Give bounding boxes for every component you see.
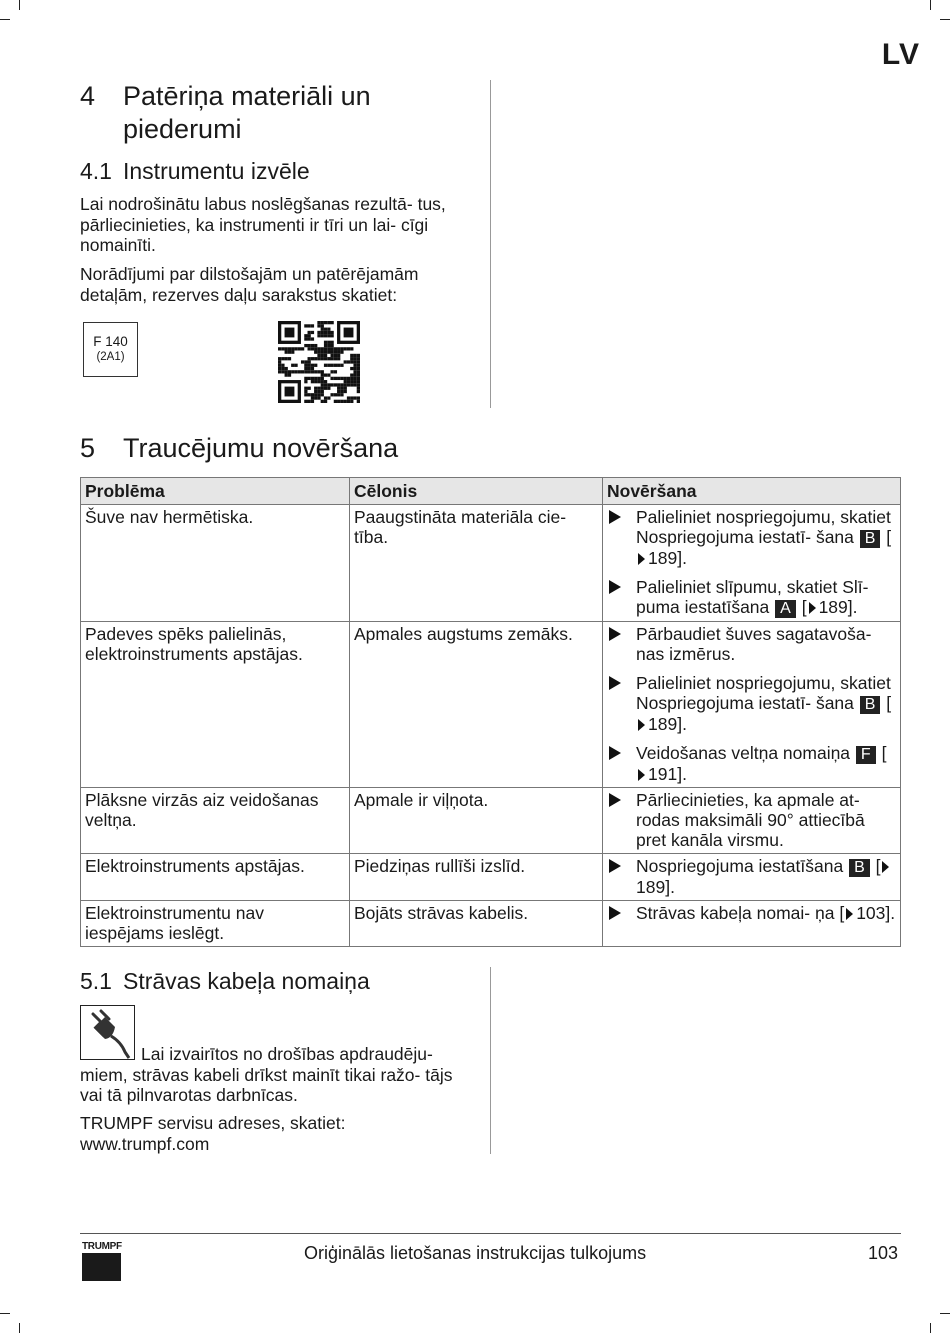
remedy-text-main: Palieliniet nospriegojumu, skatiet Nospriegojuma iestatī- šana	[636, 507, 891, 547]
crop-mark	[0, 1313, 10, 1314]
remedy-step	[607, 624, 896, 664]
problem-cell: Padeves spēks palielinās, elektroinstruments apstājas.	[81, 622, 350, 788]
remedy-cell	[603, 505, 901, 622]
bullet-triangle-icon	[609, 627, 621, 641]
column-header: Cēlonis	[350, 478, 603, 505]
crop-mark	[19, 1323, 20, 1333]
crop-mark	[19, 0, 20, 10]
reference-close: ].	[677, 714, 687, 734]
section-5-heading	[80, 432, 680, 465]
remedy-step	[607, 903, 896, 923]
page-pointer-icon	[638, 719, 645, 731]
table-row	[81, 854, 901, 901]
page-reference[interactable]: 189	[648, 714, 678, 734]
page-reference[interactable]: 191	[648, 764, 678, 784]
remedy-text-main: Veidošanas veltņa nomaiņa	[636, 743, 855, 763]
remedy-step	[607, 790, 896, 850]
cause-cell: Paaugstināta materiāla cie- tība.	[350, 505, 603, 622]
bullet-triangle-icon	[609, 793, 621, 807]
subsection-number: 5.1	[80, 968, 112, 994]
crop-mark	[930, 0, 931, 10]
reference-code: F 140	[93, 334, 128, 349]
page-pointer-icon	[882, 861, 889, 873]
cause-cell: Apmale ir viļņota.	[350, 788, 603, 854]
cause-cell: Piedziņas rullīši izslīd.	[350, 854, 603, 901]
page-pointer-icon	[846, 908, 853, 920]
problem-cell: Plāksne virzās aiz veidošanas veltņa.	[81, 788, 350, 854]
qr-code-icon	[278, 321, 360, 403]
page-reference[interactable]: 103	[856, 903, 886, 923]
figure-key-badge: B	[860, 530, 881, 548]
remedy-text	[636, 624, 896, 664]
bullet-triangle-icon	[609, 859, 621, 873]
reference-close: ].	[677, 764, 687, 784]
remedy-text: Nospriegojuma iestatīšana B [189].	[636, 856, 896, 897]
column-divider	[490, 80, 491, 408]
problem-cell: Elektroinstrumentu nav iespējams ieslēgt.	[81, 901, 350, 947]
bullet-triangle-icon	[609, 676, 621, 690]
crop-mark	[0, 19, 10, 20]
page-reference[interactable]: 189	[636, 877, 666, 897]
remedy-text: Palieliniet slīpumu, skatiet Slī- puma iestatīšana A [ 189].	[636, 577, 869, 617]
remedy-step	[607, 743, 896, 784]
remedy-text-main: Pārbaudiet šuves sagatavoša- nas izmērus.	[636, 624, 872, 664]
problem-cell: Elektroinstruments apstājas.	[81, 854, 350, 901]
section-title: Patēriņa materiāli un piederumi	[123, 81, 371, 144]
page-pointer-icon	[638, 553, 645, 565]
crop-mark	[940, 1313, 950, 1314]
reference-subcode: (2A1)	[96, 351, 125, 363]
remedy-step	[607, 507, 896, 568]
table-row	[81, 505, 901, 622]
paragraph: Norādījumi par dilstošajām un patērējamām detaļām, rezerves daļu sarakstus skatiet:	[80, 264, 419, 305]
reference-close: ].	[665, 877, 675, 897]
figure-key-badge: A	[775, 600, 796, 618]
brand-logo	[82, 1253, 121, 1281]
cause-cell: Bojāts strāvas kabelis.	[350, 901, 603, 947]
column-divider	[490, 967, 491, 1154]
footer-divider	[80, 1233, 901, 1234]
remedy-text	[636, 790, 896, 850]
service-url: www.trumpf.com	[80, 1134, 210, 1154]
subsection-number: 4.1	[80, 158, 112, 184]
reference-box	[83, 322, 138, 377]
remedy-cell	[603, 901, 901, 947]
page-reference[interactable]: 189	[818, 597, 848, 617]
language-tag: LV	[881, 38, 920, 71]
reference-close: ].	[885, 903, 896, 923]
remedy-text: Strāvas kabeļa nomai- ņa [ 103].	[636, 903, 896, 923]
remedy-text: Veidošanas veltņa nomaiņa F [191].	[636, 743, 887, 784]
warning-text: Lai izvairītos no drošības apdraudēju- miem, strāvas kabeli drīkst mainīt tikai ražo- tājs vai tā pilnvarotas darbnīcas.	[80, 1044, 453, 1105]
crop-mark	[940, 19, 950, 20]
remedy-text-main: Palieliniet nospriegojumu, skatiet Nospriegojuma iestatī- šana	[636, 673, 891, 713]
table-row	[81, 622, 901, 788]
table-row	[81, 901, 901, 947]
problem-cell: Šuve nav hermētiska.	[81, 505, 350, 622]
column-header: Novēršana	[603, 478, 901, 505]
remedy-text-main: Nospriegojuma iestatīšana	[636, 856, 849, 876]
cause-cell: Apmales augstums zemāks.	[350, 622, 603, 788]
paragraph: Lai nodrošinātu labus noslēgšanas rezultā- tus, pārliecinieties, ka instrumenti ir tīri un lai- cīgi nomainīti.	[80, 194, 446, 255]
remedy-text-main: Pārliecinieties, ka apmale at- rodas maksimāli 90° attiecībā pret kanāla virsmu.	[636, 790, 865, 850]
remedy-cell	[603, 788, 901, 854]
page-pointer-icon	[809, 602, 816, 614]
remedy-step	[607, 673, 896, 734]
bullet-triangle-icon	[609, 580, 621, 594]
reference-close: ].	[677, 548, 687, 568]
footer-title: Oriģinālās lietošanas instrukcijas tulkojums	[304, 1243, 647, 1263]
figure-key-badge: F	[856, 746, 876, 764]
figure-key-badge: B	[849, 859, 870, 877]
reference-close: ].	[847, 597, 858, 617]
service-text: TRUMPF servisu adreses, skatiet:	[80, 1113, 346, 1133]
remedy-text-main: Palieliniet slīpumu, skatiet Slī- puma iestatīšana	[636, 577, 869, 617]
remedy-cell	[603, 854, 901, 901]
subsection-title: Strāvas kabeļa nomaiņa	[123, 968, 370, 994]
section-5-1-heading	[80, 967, 475, 995]
remedy-text-main: Strāvas kabeļa nomai- ņa	[636, 903, 840, 923]
remedy-step	[607, 577, 896, 618]
crop-mark	[930, 1323, 931, 1333]
remedy-text: Palieliniet nospriegojumu, skatiet Nospriegojuma iestatī- šana B [189].	[636, 507, 892, 568]
brand-logo-text: TRUMPF	[82, 1241, 122, 1252]
table-header-row	[81, 478, 901, 505]
troubleshooting-table	[80, 477, 901, 947]
remedy-text: Palieliniet nospriegojumu, skatiet Nospriegojuma iestatī- šana B [189].	[636, 673, 892, 734]
bullet-triangle-icon	[609, 906, 621, 920]
remedy-cell	[603, 622, 901, 788]
page-pointer-icon	[638, 769, 645, 781]
remedy-step	[607, 856, 896, 897]
section-title: Traucējumu novēršana	[123, 433, 399, 463]
bullet-triangle-icon	[609, 746, 621, 760]
section-number: 5	[80, 433, 96, 463]
column-header: Problēma	[81, 478, 350, 505]
section-number: 4	[80, 81, 96, 111]
section-4-heading	[80, 80, 475, 146]
subsection-title: Instrumentu izvēle	[123, 158, 310, 184]
bullet-triangle-icon	[609, 510, 621, 524]
page-number: 103	[867, 1243, 898, 1263]
page-reference[interactable]: 189	[648, 548, 678, 568]
table-row	[81, 788, 901, 854]
section-4-1-heading	[80, 157, 475, 185]
figure-key-badge: B	[860, 696, 881, 714]
